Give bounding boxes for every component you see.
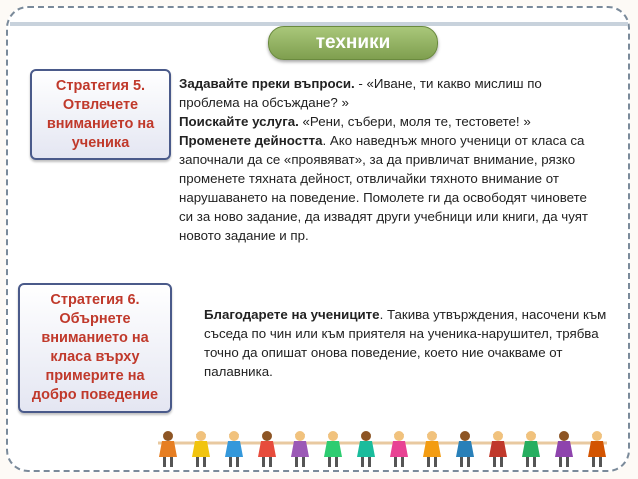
strategy-6-line: Обърнете bbox=[59, 311, 131, 327]
ask-favor-text: «Рени, събери, моля те, тестовете! » bbox=[298, 114, 531, 129]
paper-children-chain-icon bbox=[150, 430, 620, 470]
paper-child-figure bbox=[357, 431, 375, 467]
ask-favor-heading: Поискайте услуга. bbox=[179, 114, 299, 129]
change-activity-heading: Променете дейността bbox=[179, 133, 323, 148]
strategy-6-line: Стратегия 6. bbox=[50, 292, 140, 308]
strategy-6-line: класа върху bbox=[50, 349, 140, 365]
paper-child-figure bbox=[588, 431, 606, 467]
strategy-5-line: ученика bbox=[71, 134, 130, 151]
paper-child-figure bbox=[258, 431, 276, 467]
paper-child-figure bbox=[390, 431, 408, 467]
strategy-5-line: Отвлечете bbox=[62, 96, 139, 113]
paper-child-figure bbox=[324, 431, 342, 467]
strategy-6-box bbox=[18, 283, 172, 413]
strategy-5-line: вниманието на bbox=[46, 115, 155, 132]
strategy-5-box bbox=[30, 69, 171, 160]
strategy-6-description bbox=[204, 305, 614, 381]
paper-child-figure bbox=[489, 431, 507, 467]
direct-questions-heading: Задавайте преки въпроси. bbox=[179, 76, 355, 91]
direct-questions-text: - «Иване, ти какво мислиш по проблема на обсъждане? » bbox=[179, 76, 542, 110]
strategy-6-line: вниманието на bbox=[41, 330, 149, 346]
paper-child-figure bbox=[192, 431, 210, 467]
thank-students-heading: Благодарете на учениците bbox=[204, 307, 380, 322]
page-title: техники bbox=[268, 26, 438, 60]
paper-child-figure bbox=[225, 431, 243, 467]
strategy-5-line: Стратегия 5. bbox=[55, 77, 146, 94]
paper-child-figure bbox=[423, 431, 441, 467]
paper-child-figure bbox=[456, 431, 474, 467]
strategy-6-line: добро поведение bbox=[31, 387, 159, 403]
strategy-6-line: примерите на bbox=[45, 368, 145, 384]
paper-child-figure bbox=[159, 431, 177, 467]
paper-child-figure bbox=[522, 431, 540, 467]
paper-child-figure bbox=[555, 431, 573, 467]
strategy-5-description bbox=[179, 74, 599, 245]
thank-students-text: . Такива утвърждения, насочени към съседа по чин или към приятеля на ученика-нарушител, трябва точно да опишат онова поведение, което ние очакваме от палавника. bbox=[204, 307, 607, 379]
change-activity-text: . Ако наведнъж много ученици от класа са започнали да се «проявяват», за да привличат внимание, рязко променете тяхната дейност, отвличайки тяхното внимание от нарушаването на поведение. Помолете ги да освободят чиновете си за ново задание, да извадят други учебници или книги, да чуят новото задание и пр. bbox=[179, 133, 589, 243]
paper-child-figure bbox=[291, 431, 309, 467]
